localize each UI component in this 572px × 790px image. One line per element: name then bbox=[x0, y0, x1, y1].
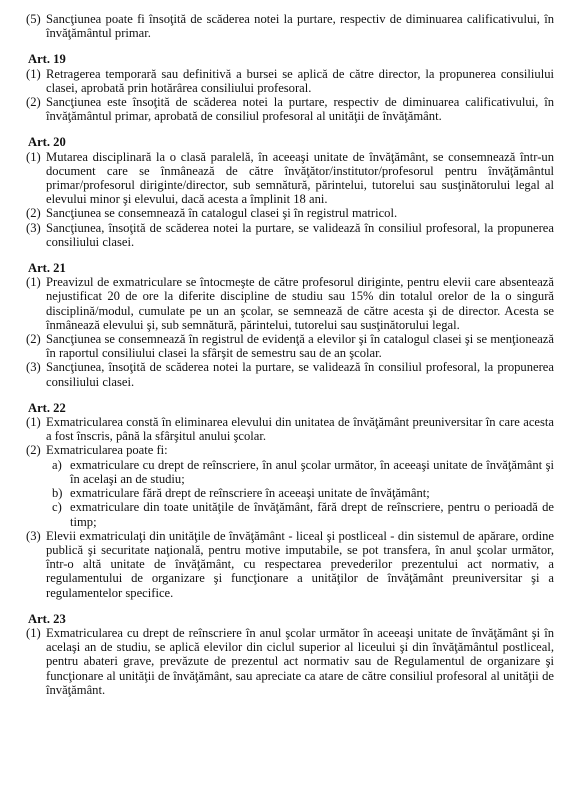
paragraph-text: Retragerea temporară sau definitivă a bursei se aplică de către director, la propunerea consiliului clasei, aprobată prin hotărârea consiliului profesoral. bbox=[46, 66, 554, 95]
paragraph-text: Elevii exmatriculaţi din unităţile de învăţământ - liceal şi postliceal - din sistemul de apărare, ordine publică şi securitate naţională, pentru motive imputabile, se pot transfera, în anul şcolar următor, într-o altă unitate de învăţământ, cu respectarea prevederilor prezentului act normativ, a regulamentului de organizare şi funcţionare a unităţilor de învăţământ preuniversitar şi a regulamentelor specifice. bbox=[46, 528, 554, 600]
paragraph bbox=[28, 332, 554, 360]
paragraph-number: (1) bbox=[26, 275, 41, 290]
article-heading: Art. 23 bbox=[28, 611, 66, 626]
paragraph-text: Exmatricularea constă în eliminarea elevului din unitatea de învăţământ preuniversitar în care acesta a fost înscris, până la sfârşitul anului şcolar. bbox=[46, 415, 554, 444]
subitem-text: exmatriculare din toate unităţile de învăţământ, fără drept de reînscriere, pentru o perioadă de timp; bbox=[70, 500, 554, 529]
paragraph bbox=[28, 67, 554, 95]
paragraph-text: Sancţiunea, însoţită de scăderea notei la purtare, se validează în consiliul profesoral, la propunerea consiliului clasei. bbox=[46, 360, 554, 389]
paragraph-number: (3) bbox=[26, 220, 41, 235]
paragraph-text: Exmatricularea poate fi: bbox=[46, 443, 168, 458]
paragraph-text: Exmatricularea cu drept de reînscriere în anul şcolar următor în aceeaşi unitate de învăţământ şi în acelaşi an de studiu, se aplică elevilor din ciclul superior al liceului şi din învăţământul postliceal, pentru abateri grave, prevăzute de prezentul act normativ sau de Regulamentul de organizare şi funcţionare al unităţii de învăţământ, sau apreciate ca atare de către consiliul profesoral al unităţii de învăţământ. bbox=[46, 625, 554, 697]
paragraph-number: (3) bbox=[26, 360, 41, 375]
paragraph bbox=[28, 529, 554, 600]
paragraph-number: (2) bbox=[26, 206, 41, 221]
subitem-letter: b) bbox=[52, 486, 63, 501]
paragraph-number: (2) bbox=[26, 95, 41, 110]
article-heading: Art. 20 bbox=[28, 135, 66, 150]
article-heading: Art. 19 bbox=[28, 52, 66, 67]
paragraph bbox=[28, 360, 554, 388]
subitem-letter: a) bbox=[52, 457, 62, 472]
article-22 bbox=[28, 401, 554, 600]
paragraph-number: (5) bbox=[26, 12, 41, 26]
subitem-list bbox=[28, 458, 554, 529]
subitem-text: exmatriculare cu drept de reînscriere, în anul şcolar următor, în aceeaşi unitate de învăţământ şi în acelaşi an de studiu; bbox=[70, 457, 554, 486]
paragraph bbox=[28, 95, 554, 123]
article-heading: Art. 22 bbox=[28, 400, 66, 415]
paragraph bbox=[28, 221, 554, 249]
subitem-text: exmatriculare fără drept de reînscriere în aceeaşi unitate de învăţământ; bbox=[70, 486, 430, 501]
paragraph-text: Sancţiunea, însoţită de scăderea notei la purtare, se validează în consiliul profesoral, la propunerea consiliului clasei. bbox=[46, 220, 554, 249]
paragraph-number: (1) bbox=[26, 625, 41, 640]
article-heading: Art. 21 bbox=[28, 261, 66, 276]
paragraph-text: Sancţiunea este însoţită de scăderea notei la purtare, respectiv de diminuarea calificativului, în învăţământul primar, aprobată de consiliul profesoral al unităţii de învăţământ. bbox=[46, 95, 554, 124]
paragraph-number: (3) bbox=[26, 528, 41, 543]
paragraph-text: Mutarea disciplinară la o clasă paralelă, în aceeaşi unitate de învăţământ, se consemnează într-un document care se înmânează de către învăţător/institutor/profesorul pentru învăţământul primar/profesorul diriginte/director, sub semnătură, părintelui, tutorelui sau susţinătorului legal al elevului minor şi elevului, dacă acesta a împlinit 18 ani. bbox=[46, 149, 554, 207]
paragraph-number: (1) bbox=[26, 415, 41, 430]
article-20 bbox=[28, 135, 554, 249]
paragraph bbox=[28, 626, 554, 697]
paragraph-number: (1) bbox=[26, 66, 41, 81]
paragraph-text: Sancţiunea poate fi însoţită de scăderea notei la purtare, respectiv de diminuarea calificativului, în învăţământul primar. bbox=[46, 12, 554, 41]
list-item bbox=[52, 458, 554, 486]
paragraph-text: Preavizul de exmatriculare se întocmeşte de către profesorul diriginte, pentru elevii care absentează nejustificat 20 de ore la diferite discipline de studiu sau 15% din totalul orelor de la o singură disciplină/modul, cumulate pe un an şcolar, se semnează de către acesta şi de director. Acesta se înmânează elevului şi, sub semnătură, părintelui, tutorelui sau susţinătorului legal. bbox=[46, 275, 554, 332]
article-19 bbox=[28, 52, 554, 123]
list-item bbox=[52, 500, 554, 528]
paragraph bbox=[28, 206, 554, 220]
paragraph bbox=[28, 12, 554, 40]
article-21 bbox=[28, 261, 554, 389]
paragraph-number: (2) bbox=[26, 443, 41, 458]
paragraph bbox=[28, 443, 554, 457]
subitem-letter: c) bbox=[52, 500, 62, 515]
intro-section bbox=[28, 12, 554, 40]
paragraph-number: (2) bbox=[26, 332, 41, 347]
paragraph bbox=[28, 275, 554, 332]
paragraph-text: Sancţiunea se consemnează în registrul de evidenţă a elevilor şi în catalogul clasei şi se menţionează în raportul consiliului clasei la sfârşit de semestru sau de an şcolar. bbox=[46, 332, 554, 361]
list-item bbox=[52, 486, 554, 500]
paragraph bbox=[28, 150, 554, 207]
article-23 bbox=[28, 612, 554, 697]
paragraph-number: (1) bbox=[26, 149, 41, 164]
paragraph-text: Sancţiunea se consemnează în catalogul clasei şi în registrul matricol. bbox=[46, 206, 398, 221]
paragraph bbox=[28, 415, 554, 443]
